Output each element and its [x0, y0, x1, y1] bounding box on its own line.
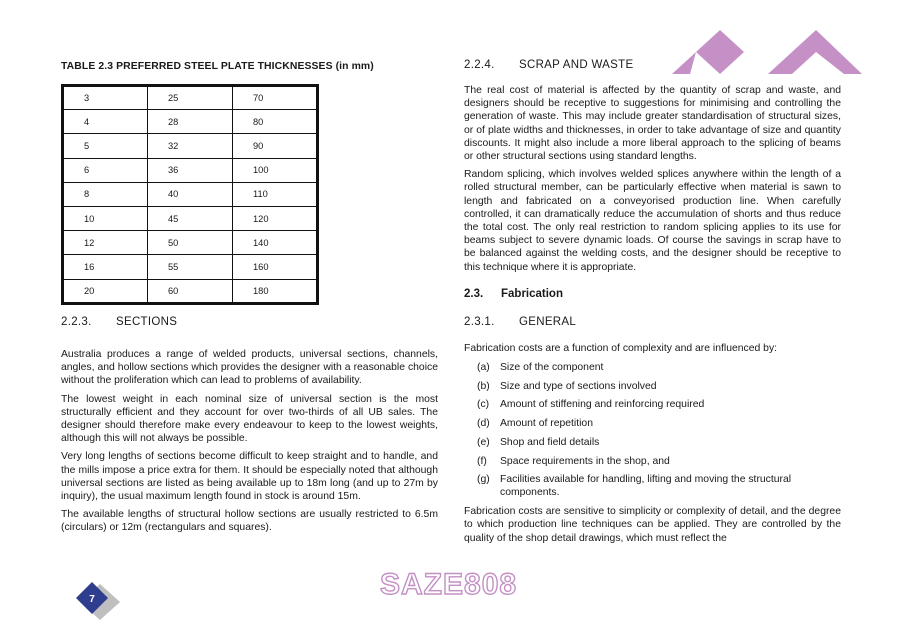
sections-paragraph: Australia produces a range of welded products, universal sections, channels, angles, and hollow sections which provides the designer with a reasonable choice without the proliferation which can lead to problems of availability. [61, 349, 438, 387]
list-item-text: Amount of stiffening and reinforcing required [500, 399, 705, 411]
factor-list [464, 361, 841, 500]
list-item-label: (e) [477, 436, 490, 448]
table-row [63, 158, 318, 182]
list-item [464, 380, 841, 393]
scrap-paragraph: The real cost of material is affected by the quantity of scrap and waste, and designers should be receptive to suggestions for minimising and controlling the generation of waste. This may include greater standardisation of structural sizes, or of plate widths and thicknesses, in order to take advantage of size and quantity discounts. It might also include a more liberal approach to the splicing of beams or other structural sections using standard lengths. [464, 85, 841, 163]
table-cell: 28 [148, 110, 233, 134]
list-item-text: Size and type of sections involved [500, 380, 657, 392]
general-intro: Fabrication costs are a function of complexity and are influenced by: [464, 342, 778, 354]
table-cell: 80 [233, 110, 318, 134]
table-cell: 120 [233, 206, 318, 230]
table-cell: 5 [63, 134, 148, 158]
table-cell: 50 [148, 231, 233, 255]
list-item-label: (d) [477, 418, 490, 430]
table-row [63, 255, 318, 279]
list-item-text: Amount of repetition [500, 418, 593, 430]
general-heading [464, 316, 841, 328]
table-cell: 45 [148, 206, 233, 230]
fabrication-title: Fabrication [501, 287, 563, 300]
list-item-label: (a) [477, 362, 490, 374]
table-title: TABLE 2.3 PREFERRED STEEL PLATE THICKNESSES (in mm) [61, 61, 374, 72]
table-cell: 90 [233, 134, 318, 158]
list-item [464, 398, 841, 411]
table-row [63, 182, 318, 206]
watermark: SAZE808 [380, 568, 518, 601]
fabrication-heading [464, 288, 841, 300]
table-row [63, 134, 318, 158]
list-item-text: Space requirements in the shop, and [500, 455, 670, 467]
sections-paragraph: The available lengths of structural hollow sections are usually restricted to 6.5m (circulars) or 12m (rectangulars and squares). [61, 509, 438, 534]
list-item-label: (b) [477, 380, 490, 392]
scrap-number: 2.2.4. [464, 59, 495, 71]
table-cell: 160 [233, 255, 318, 279]
general-number: 2.3.1. [464, 315, 495, 328]
list-item-text: Facilities available for handling, lifting and moving the structural components. [500, 474, 792, 499]
list-item [464, 361, 841, 374]
list-item [464, 436, 841, 449]
table-cell: 100 [233, 158, 318, 182]
table-row [63, 231, 318, 255]
list-item [464, 473, 841, 499]
table-cell: 70 [233, 86, 318, 110]
table-cell: 8 [63, 182, 148, 206]
sections-heading [61, 316, 438, 328]
table-cell: 40 [148, 182, 233, 206]
table-cell: 36 [148, 158, 233, 182]
table-cell: 10 [63, 206, 148, 230]
table-row [63, 110, 318, 134]
fabrication-number: 2.3. [464, 287, 484, 300]
scrap-title: SCRAP AND WASTE [519, 59, 634, 71]
table-row [63, 86, 318, 110]
scrap-heading [464, 59, 841, 71]
table-cell: 4 [63, 110, 148, 134]
table-row [63, 206, 318, 230]
table-cell: 140 [233, 231, 318, 255]
plate-thickness-table [61, 84, 319, 305]
table-cell: 6 [63, 158, 148, 182]
list-item-label: (f) [477, 455, 487, 467]
table-cell: 60 [148, 279, 233, 303]
table-cell: 16 [63, 255, 148, 279]
scrap-paragraph: Random splicing, which involves welded splices anywhere within the length of a rolled structural member, can be particularly effective when material is sawn to length and fabricated on a conveyorised production line. When carefully controlled, it can dramatically reduce the accumulation of shorts and thus reduce the total cost. The only real restriction to random splicing applies to its use for beams subject to severe dynamic loads. Of course the savings in scrap have to be balanced against the welding costs, and the designer should be receptive to this technique where it is appropriate. [464, 169, 841, 273]
sections-paragraph: Very long lengths of sections become difficult to keep straight and to handle, and the mills impose a price extra for them. It should be especially noted that although universal sections are listed as being available up to 18m long (and up to 27m by inquiry), the usual maximum length found in stock is around 15m. [61, 451, 438, 503]
general-closing: Fabrication costs are sensitive to simplicity or complexity of detail, and the degree to which production line techniques can be applied. They are controlled by the quality of the shop detail drawings, which must reflect the [464, 506, 841, 544]
list-item [464, 417, 841, 430]
table-row [63, 279, 318, 303]
table-cell: 3 [63, 86, 148, 110]
sections-title: SECTIONS [116, 316, 178, 328]
general-title: GENERAL [519, 315, 577, 328]
table-cell: 12 [63, 231, 148, 255]
sections-number: 2.2.3. [61, 316, 92, 328]
table-cell: 55 [148, 255, 233, 279]
page-number-badge [76, 582, 124, 622]
table-cell: 110 [233, 182, 318, 206]
sections-paragraph: The lowest weight in each nominal size of universal section is the most structurally efficient and they account for over two-thirds of all UB sales. The designer should therefore make every endeavour to keep to the lowest weights, although this will not always be possible. [61, 393, 438, 445]
list-item-label: (g) [477, 474, 490, 486]
table-cell: 20 [63, 279, 148, 303]
table-cell: 180 [233, 279, 318, 303]
table-cell: 32 [148, 134, 233, 158]
list-item-text: Shop and field details [500, 436, 600, 448]
page-number: 7 [89, 594, 95, 605]
list-item-text: Size of the component [500, 362, 604, 374]
table-cell: 25 [148, 86, 233, 110]
list-item [464, 455, 841, 468]
list-item-label: (c) [477, 399, 490, 411]
